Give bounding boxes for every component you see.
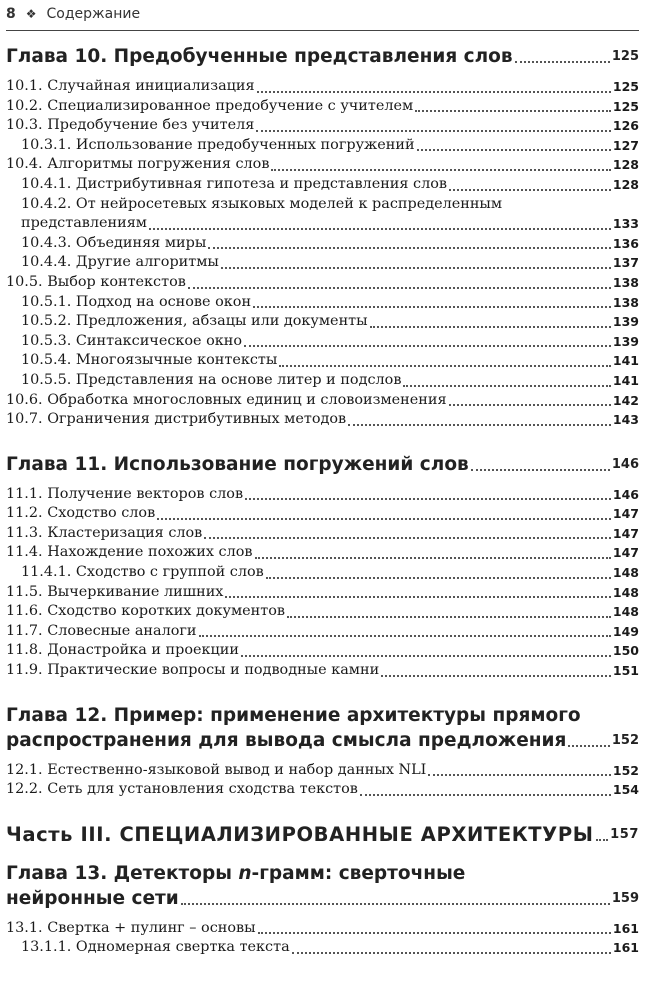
toc-subentry[interactable]: 10.3.1. Использование предобученных погружений 127 — [21, 136, 639, 153]
toc-entry[interactable]: 11.3. Кластеризация слов 147 — [6, 524, 639, 541]
toc-entry[interactable]: 11.4. Нахождение похожих слов 147 — [6, 544, 639, 561]
toc-subentry[interactable]: 10.5.4. Многоязычные контексты 141 — [21, 352, 639, 369]
part-3-heading[interactable]: Часть III. СПЕЦИАЛИЗИРОВАННЫЕ АРХИТЕКТУРЫ 157 — [6, 822, 639, 846]
toc-entry[interactable]: 11.1. Получение векторов слов 146 — [6, 485, 639, 502]
toc-subentry[interactable]: 10.5.1. Подход на основе окон 138 — [21, 293, 639, 310]
toc-subentry-first-line[interactable]: 10.4.2. От нейросетевых языковых моделей к распределенным — [21, 195, 503, 212]
toc-entry[interactable]: 10.6. Обработка многословных единиц и словоизменения 142 — [6, 391, 639, 408]
ornament-icon: ❖ — [25, 7, 37, 21]
toc-entry[interactable]: 10.7. Ограничения дистрибутивных методов 143 — [6, 411, 639, 428]
toc-entry[interactable]: 12.2. Сеть для установления сходства текстов 154 — [6, 781, 639, 798]
running-title: Содержание — [46, 6, 141, 22]
toc-entry[interactable]: 10.4. Алгоритмы погружения слов 128 — [6, 156, 639, 173]
chapter-13-heading-line2[interactable]: нейронные сети 159 — [6, 887, 639, 909]
chapter-13-heading-line1[interactable]: Глава 13. Детекторы n-грамм: сверточные — [6, 862, 466, 884]
toc-entry[interactable]: 11.7. Словесные аналоги 149 — [6, 622, 639, 639]
toc-subentry[interactable]: представлениям 133 — [21, 215, 639, 232]
running-header — [6, 6, 140, 22]
toc-entry[interactable]: 11.6. Сходство коротких документов 148 — [6, 603, 639, 620]
toc-entry[interactable]: 11.8. Донастройка и проекции 150 — [6, 642, 639, 659]
toc-subentry[interactable]: 10.5.2. Предложения, абзацы или документы 139 — [21, 313, 639, 330]
page-number: 8 — [6, 6, 16, 22]
toc-subentry[interactable]: 13.1.1. Одномерная свертка текста 161 — [21, 939, 639, 956]
toc-entry[interactable]: 11.2. Сходство слов 147 — [6, 505, 639, 522]
header-rule — [6, 30, 639, 31]
chapter-11-heading[interactable]: Глава 11. Использование погружений слов 146 — [6, 453, 639, 475]
toc-entry[interactable]: 10.5. Выбор контекстов 138 — [6, 273, 639, 290]
toc-subentry[interactable]: 10.4.1. Дистрибутивная гипотеза и представления слов 128 — [21, 175, 639, 192]
chapter-12-heading-line2[interactable]: распространения для вывода смысла предложения 152 — [6, 729, 639, 751]
table-of-contents — [6, 44, 639, 958]
toc-entry[interactable]: 13.1. Свертка + пулинг – основы 161 — [6, 919, 639, 936]
toc-entry[interactable]: 12.1. Естественно-языковой вывод и набор данных NLI 152 — [6, 761, 639, 778]
toc-subentry[interactable]: 10.5.5. Представления на основе литер и подслов 141 — [21, 371, 639, 388]
toc-subentry[interactable]: 11.4.1. Сходство с группой слов 148 — [21, 564, 639, 581]
toc-entry[interactable]: 11.5. Вычеркивание лишних 148 — [6, 583, 639, 600]
toc-entry[interactable]: 10.1. Случайная инициализация 125 — [6, 78, 639, 94]
chapter-12-heading-line1[interactable]: Глава 12. Пример: применение архитектуры прямого — [6, 704, 581, 726]
toc-subentry[interactable]: 10.4.3. Объединяя миры 136 — [21, 234, 639, 251]
toc-subentry[interactable]: 10.4.4. Другие алгоритмы 137 — [21, 254, 639, 271]
toc-entry[interactable]: 10.2. Специализированное предобучение с учителем 125 — [6, 97, 639, 114]
toc-entry[interactable]: 11.9. Практические вопросы и подводные камни 151 — [6, 662, 639, 679]
chapter-10-heading[interactable]: Глава 10. Предобученные представления слов 125 — [6, 46, 639, 67]
toc-entry[interactable]: 10.3. Предобучение без учителя 126 — [6, 117, 639, 134]
toc-subentry[interactable]: 10.5.3. Синтаксическое окно 139 — [21, 332, 639, 349]
